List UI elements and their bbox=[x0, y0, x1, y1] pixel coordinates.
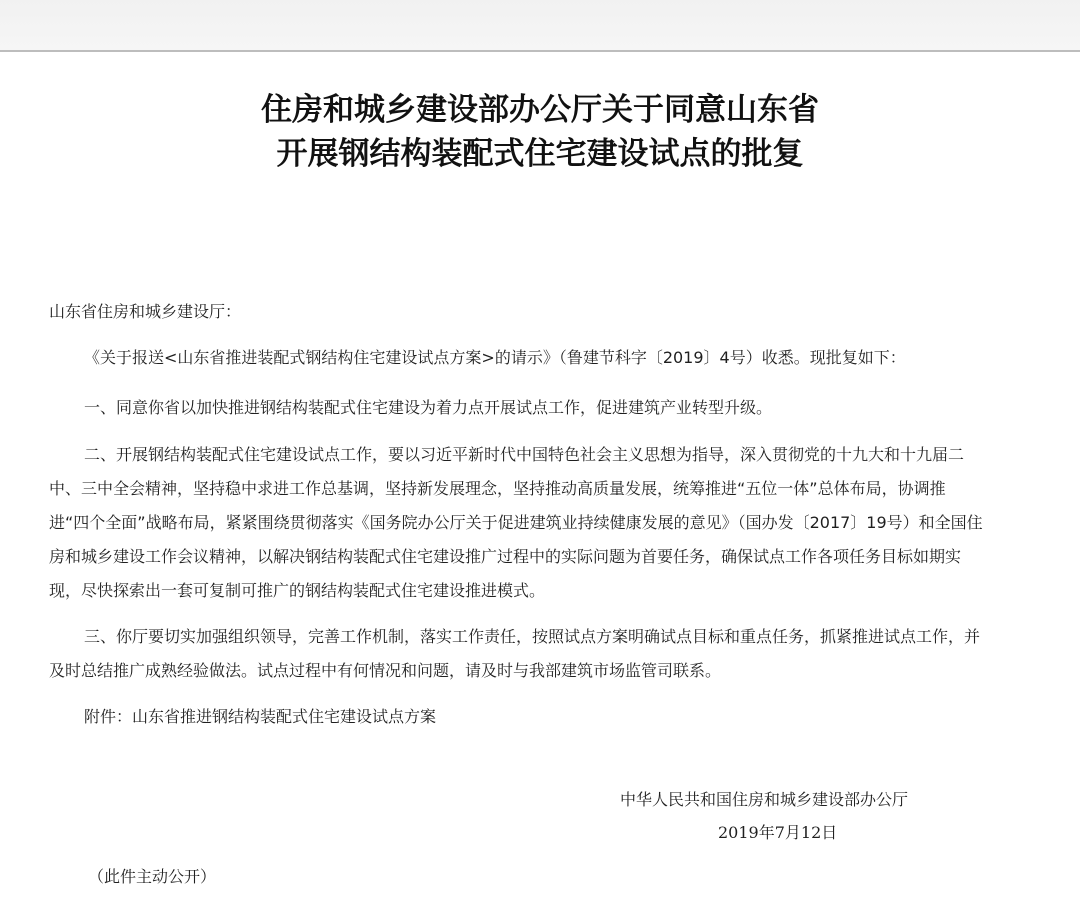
top-strip bbox=[0, 0, 1080, 52]
issuer-signature: 中华人民共和国住房和城乡建设部办公厅 bbox=[620, 790, 909, 809]
paragraph-2-line-5: 现，尽快探索出一套可复制可推广的钢结构装配式住宅建设推进模式。 bbox=[49, 581, 546, 600]
public-note: （此件主动公开） bbox=[88, 867, 217, 886]
issue-date: 2019年7月12日 bbox=[718, 823, 838, 842]
paragraph-2-line-4: 房和城乡建设工作会议精神，以解决钢结构装配式住宅建设推广过程中的实际问题为首要任务，确保试点工作各项任务目标如期实 bbox=[49, 547, 962, 566]
document-title bbox=[0, 88, 1080, 176]
paragraph-3-line-2: 及时总结推广成熟经验做法。试点过程中有何情况和问题，请及时与我部建筑市场监管司联系。 bbox=[49, 661, 722, 680]
reference-paragraph: 《关于报送<山东省推进装配式钢结构住宅建设试点方案>的请示》（鲁建节科字〔2019〕4号）收悉。现批复如下： bbox=[84, 348, 906, 367]
attachment-line: 附件：山东省推进钢结构装配式住宅建设试点方案 bbox=[84, 707, 437, 726]
paragraph-3-line-1: 三、你厅要切实加强组织领导，完善工作机制，落实工作责任，按照试点方案明确试点目标和重点任务，抓紧推进试点工作，并 bbox=[84, 627, 981, 646]
title-line-2: 开展钢结构装配式住宅建设试点的批复 bbox=[276, 136, 804, 172]
addressee: 山东省住房和城乡建设厅： bbox=[49, 302, 242, 321]
paragraph-2-line-3: 进“四个全面”战略布局，紧紧围绕贯彻落实《国务院办公厅关于促进建筑业持续健康发展的意见》（国办发〔2017〕19号）和全国住 bbox=[49, 513, 983, 532]
document-page bbox=[0, 54, 1080, 922]
paragraph-2-line-1: 二、开展钢结构装配式住宅建设试点工作，要以习近平新时代中国特色社会主义思想为指导，深入贯彻党的十九大和十九届二 bbox=[84, 445, 965, 464]
title-line-1: 住房和城乡建设部办公厅关于同意山东省 bbox=[261, 92, 819, 128]
paragraph-1: 一、同意你省以加快推进钢结构装配式住宅建设为着力点开展试点工作，促进建筑产业转型升级。 bbox=[84, 398, 773, 417]
paragraph-2-line-2: 中、三中全会精神，坚持稳中求进工作总基调，坚持新发展理念，坚持推动高质量发展，统筹推进“五位一体”总体布局，协调推 bbox=[49, 479, 946, 498]
